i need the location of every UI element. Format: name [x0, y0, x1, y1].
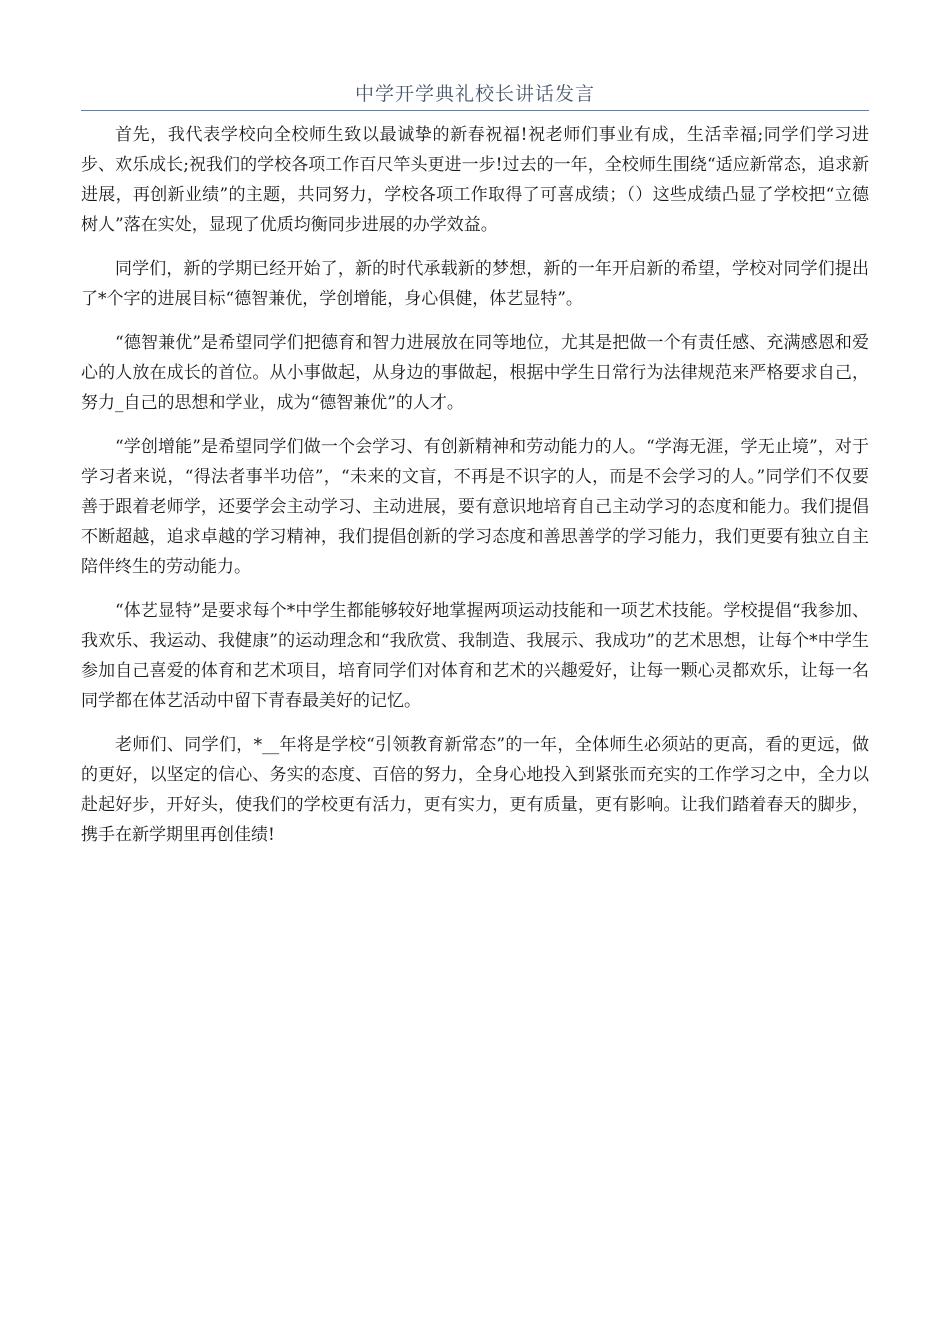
paragraph-learning-innovation: “学创增能”是希望同学们做一个会学习、有创新精神和劳动能力的人。“学海无涯，学无止境”，对于学习者来说，“得法者事半功倍”，“未来的文盲，不再是不识字的人，而是不会学习的人。”同学们不仅要善于跟着老师学，还要学会主动学习、主动进展，要有意识地培育自己主动学习的态度和能力。我们提倡不断超越，追求卓越的学习精神，我们提倡创新的学习态度和善思善学的学习能力，我们更要有独立自主陪伴终生的劳动能力。 [81, 437, 869, 577]
paragraph-sports-arts: “体艺显特”是要求每个*中学生都能够较好地掌握两项运动技能和一项艺术技能。学校提倡“我参加、我欢乐、我运动、我健康”的运动理念和“我欣赏、我制造、我展示、我成功”的艺术思想，让每个*中学生参加自己喜爱的体育和艺术项目，培育同学们对体育和艺术的兴趣爱好，让每一颗心灵都欢乐，让每一名同学都在体艺活动中留下青春最美好的记忆。 [81, 601, 869, 711]
paragraph-greeting: 首先，我代表学校向全校师生致以最诚挚的新春祝福!祝老师们事业有成，生活幸福;同学们学习进步、欢乐成长;祝我们的学校各项工作百尺竿头更进一步!过去的一年，全校师生围绕“适应新常态，追求新进展，再创新业绩”的主题，共同努力，学校各项工作取得了可喜成绩；（）这些成绩凸显了学校把“立德树人”落在实处，显现了优质均衡同步进展的办学效益。 [81, 125, 869, 235]
paragraph-closing: 老师们、同学们，*__年将是学校“引领教育新常态”的一年，全体师生必须站的更高，看的更远，做的更好，以坚定的信心、务实的态度、百倍的努力，全身心地投入到紧张而充实的工作学习之中，全力以赴起好步，开好头，使我们的学校更有活力，更有实力，更有质量，更有影响。让我们踏着春天的脚步，携手在新学期里再创佳绩! [81, 735, 869, 845]
document-body [81, 120, 869, 864]
document-title: 中学开学典礼校长讲话发言 [354, 83, 595, 105]
paragraph-goals: 同学们，新的学期已经开始了，新的时代承载新的梦想，新的一年开启新的希望，学校对同学们提出了*个字的进展目标“德智兼优，学创增能，身心俱健，体艺显特”。 [81, 259, 869, 309]
document-header [81, 80, 869, 111]
paragraph-moral-intellect: “德智兼优”是希望同学们把德育和智力进展放在同等地位，尤其是把做一个有责任感、充满感恩和爱心的人放在成长的首位。从小事做起，从身边的事做起，根据中学生日常行为法律规范来严格要求自己，努力_自己的思想和学业，成为“德智兼优”的人才。 [81, 333, 869, 413]
